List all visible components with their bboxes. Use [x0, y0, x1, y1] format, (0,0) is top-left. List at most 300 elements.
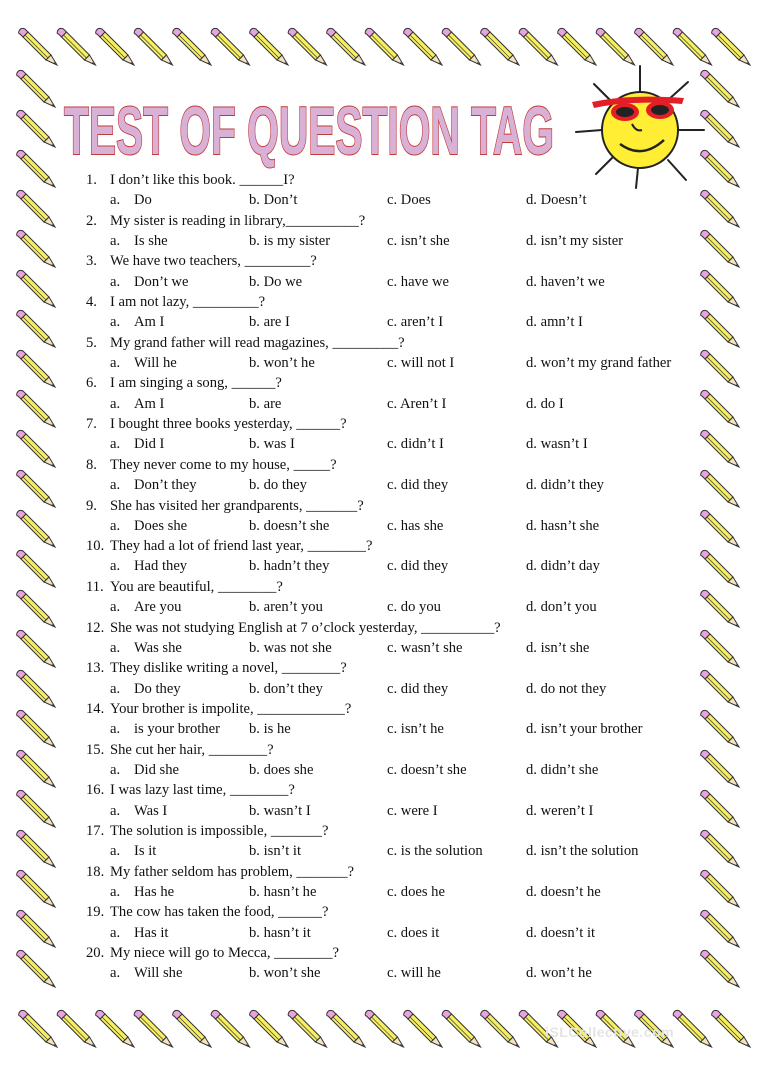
question-number: 5.	[86, 334, 97, 351]
question-text: I don’t like this book. ______I?	[110, 172, 295, 188]
option-a: a. Is it	[110, 843, 157, 860]
pencil-icon	[701, 750, 739, 787]
question-item	[86, 658, 696, 699]
option-b: b. aren’t you	[249, 599, 323, 616]
option-a: a. Am I	[110, 395, 165, 412]
pencil-icon	[701, 310, 739, 347]
option-b: b. are	[249, 395, 282, 412]
option-c: c. did they	[387, 477, 449, 494]
pencil-icon	[701, 430, 739, 467]
question-text: They dislike writing a novel, ________?	[110, 660, 347, 677]
option-c-text: doesn’t she	[400, 761, 467, 778]
option-a: a. Are you	[110, 599, 182, 616]
answer-options	[86, 719, 696, 739]
pencil-icon	[17, 430, 55, 467]
pencil-icon	[701, 470, 739, 507]
option-a-text: Had they	[134, 558, 188, 575]
option-d: d. doesn’t he	[526, 883, 601, 900]
pencil-icon	[673, 1010, 711, 1047]
pencil-icon	[701, 230, 739, 267]
option-b: b. won’t she	[249, 965, 321, 982]
option-a: a. Has it	[110, 924, 169, 941]
pencil-icon	[712, 28, 750, 65]
option-b-text: hasn’t he	[263, 883, 317, 900]
option-c: c. were I	[387, 802, 438, 819]
option-c: c. does he	[387, 883, 445, 900]
option-d-text: amn’t I	[540, 314, 583, 331]
option-d: d. won’t he	[526, 965, 592, 982]
pencil-icon	[481, 28, 519, 65]
title-banner	[60, 82, 580, 172]
option-c: c. didn’t I	[387, 436, 444, 453]
option-d-text: don’t you	[540, 599, 597, 616]
pencil-icon	[134, 1010, 172, 1047]
question-item	[86, 699, 696, 740]
option-d-text: didn’t she	[540, 761, 599, 778]
pencil-icon	[701, 390, 739, 427]
answer-options	[86, 760, 696, 780]
pencil-icon	[365, 28, 403, 65]
pencil-icon	[404, 1010, 442, 1047]
answer-options	[86, 190, 696, 210]
option-a: a. Don’t we	[110, 273, 189, 290]
question-number: 9.	[86, 497, 97, 514]
option-b-text: hadn’t they	[263, 558, 330, 575]
option-c-text: Aren’t I	[399, 395, 447, 412]
question-stem	[86, 902, 696, 922]
question-text: We have two teachers, _________?	[110, 253, 317, 270]
pencil-icon	[17, 790, 55, 827]
option-b-text: was not she	[263, 639, 332, 656]
option-c-text: didn’t I	[400, 436, 444, 453]
option-a-text: Will he	[134, 355, 177, 372]
option-d: d. doesn’t it	[526, 924, 596, 941]
question-text: My sister is reading in library,__________?	[110, 212, 366, 229]
option-b: b. wasn’t I	[249, 802, 311, 819]
option-a: a. Was I	[110, 802, 168, 819]
option-c-text: does he	[400, 883, 445, 900]
option-d: d. do not they	[526, 680, 607, 697]
option-a: a. Don’t they	[110, 477, 197, 494]
answer-options	[86, 516, 696, 536]
pencil-icon	[17, 230, 55, 267]
option-b-text: Don’t	[263, 192, 298, 209]
option-d: d. isn’t your brother	[526, 721, 643, 738]
option-d-text: weren’t I	[540, 802, 594, 819]
pencil-icon	[17, 70, 55, 107]
option-a-text: Am I	[134, 314, 165, 331]
option-b: b. isn’t it	[249, 843, 302, 860]
question-text: The cow has taken the food, ______?	[110, 904, 329, 921]
option-d-text: doesn’t he	[540, 883, 601, 900]
option-b-text: Do we	[263, 273, 303, 290]
answer-options	[86, 394, 696, 414]
answer-options	[86, 597, 696, 617]
pencil-icon	[173, 28, 211, 65]
question-text: My father seldom has problem, _______?	[110, 863, 354, 880]
option-d-text: do not they	[540, 680, 607, 697]
option-b-text: won’t he	[263, 355, 315, 372]
option-a-text: Do they	[134, 680, 181, 697]
pencil-icon	[701, 910, 739, 947]
question-stem	[86, 455, 696, 475]
answer-options	[86, 923, 696, 943]
option-a-text: Was she	[134, 639, 182, 656]
question-item	[86, 170, 696, 211]
option-a: a. Do they	[110, 680, 181, 697]
option-c: c. aren’t I	[387, 314, 444, 331]
option-b: b. Do we	[249, 273, 303, 290]
question-number: 8.	[86, 456, 97, 473]
option-c-text: Does	[400, 192, 431, 209]
option-c-text: did they	[400, 477, 449, 494]
option-c: c. is the solution	[387, 843, 483, 860]
answer-options	[86, 434, 696, 454]
option-c-text: do you	[400, 599, 441, 616]
pencil-icon	[211, 1010, 249, 1047]
question-stem	[86, 170, 696, 190]
option-b-text: does she	[263, 761, 314, 778]
answer-options	[86, 801, 696, 821]
option-d-text: haven’t we	[540, 273, 605, 290]
question-item	[86, 292, 696, 333]
question-number: 4.	[86, 294, 97, 311]
question-number: 12.	[86, 619, 105, 636]
answer-options	[86, 679, 696, 699]
question-item	[86, 414, 696, 455]
pencil-icon	[327, 1010, 365, 1047]
option-b: b. hasn’t he	[249, 883, 317, 900]
option-c: c. have we	[387, 273, 449, 290]
question-text: Your brother is impolite, ____________?	[110, 700, 352, 717]
option-d: d. isn’t my sister	[526, 232, 624, 249]
pencil-icon	[442, 28, 480, 65]
question-number: 3.	[86, 253, 97, 270]
answer-options	[86, 272, 696, 292]
option-c-text: does it	[400, 924, 440, 941]
answer-options	[86, 882, 696, 902]
option-d-text: isn’t my sister	[540, 232, 624, 249]
pencil-icon	[19, 1010, 57, 1047]
option-a: a. Am I	[110, 314, 165, 331]
option-a-text: Do	[134, 192, 152, 209]
option-d-text: doesn’t it	[540, 924, 596, 941]
question-item	[86, 251, 696, 292]
pencil-icon	[701, 350, 739, 387]
option-a: a. Does she	[110, 517, 188, 534]
option-b: b. was I	[249, 436, 295, 453]
pencil-icon	[712, 1010, 750, 1047]
pencil-icon	[701, 590, 739, 627]
option-d-text: isn’t she	[540, 639, 590, 656]
question-number: 20.	[86, 945, 105, 962]
question-number: 17.	[86, 823, 105, 839]
option-a-text: Does she	[134, 517, 188, 534]
question-item	[86, 536, 696, 577]
option-b: b. don’t they	[249, 680, 323, 697]
question-stem	[86, 577, 696, 597]
question-item	[86, 821, 696, 862]
question-number: 19.	[86, 904, 105, 921]
question-text: My grand father will read magazines, _________?	[110, 334, 405, 351]
question-stem	[86, 699, 696, 719]
question-item	[86, 373, 696, 414]
option-d: d. weren’t I	[526, 802, 594, 819]
option-c-text: isn’t he	[400, 721, 444, 738]
pencil-icon	[211, 28, 249, 65]
question-text: They had a lot of friend last year, ________?	[110, 538, 373, 555]
option-d: d. didn’t they	[526, 477, 604, 494]
pencil-icon	[17, 870, 55, 907]
question-list	[86, 170, 696, 984]
pencil-icon	[519, 28, 557, 65]
pencil-icon	[134, 28, 172, 65]
answer-options	[86, 231, 696, 251]
option-a-text: Don’t they	[134, 477, 197, 494]
option-a: a. Had they	[110, 558, 188, 575]
page-title: TEST OF QUESTION TAG	[64, 93, 554, 169]
option-a: a. Did she	[110, 761, 179, 778]
pencil-icon	[442, 1010, 480, 1047]
pencil-icon	[17, 350, 55, 387]
question-stem	[86, 740, 696, 760]
pencil-icon	[17, 150, 55, 187]
option-d: d. isn’t the solution	[526, 843, 639, 860]
pencil-icon	[17, 390, 55, 427]
option-a: a. is your brother	[110, 721, 220, 738]
pencil-icon	[701, 190, 739, 227]
option-b-text: aren’t you	[263, 599, 323, 616]
option-d: d. didn’t she	[526, 761, 599, 778]
option-c-text: have we	[400, 273, 449, 290]
pencil-icon	[17, 190, 55, 227]
question-stem	[86, 292, 696, 312]
option-d: d. amn’t I	[526, 314, 583, 331]
question-stem	[86, 414, 696, 434]
question-text: She was not studying English at 7 o’clock yesterday, __________?	[110, 619, 501, 636]
question-number: 16.	[86, 782, 105, 799]
pencil-icon	[327, 28, 365, 65]
question-text: The solution is impossible, _______?	[110, 823, 329, 839]
question-stem	[86, 821, 696, 841]
option-d-text: didn’t day	[540, 558, 600, 575]
question-item	[86, 902, 696, 943]
pencil-icon	[17, 630, 55, 667]
question-item	[86, 943, 696, 984]
option-b: b. Don’t	[249, 192, 298, 209]
option-a-text: Has he	[134, 883, 175, 900]
option-d-text: isn’t your brother	[540, 721, 643, 738]
option-a: a. Do	[110, 192, 152, 209]
pencil-icon	[17, 750, 55, 787]
option-c-text: is the solution	[400, 843, 483, 860]
option-a-text: Don’t we	[134, 273, 189, 290]
pencil-icon	[17, 550, 55, 587]
option-d-text: do I	[540, 395, 564, 412]
option-b: b. won’t he	[249, 355, 315, 372]
option-c: c. isn’t she	[387, 232, 450, 249]
pencil-icon	[701, 870, 739, 907]
option-b-text: is he	[263, 721, 291, 738]
option-c: c. doesn’t she	[387, 761, 467, 778]
question-stem	[86, 618, 696, 638]
option-c: c. does it	[387, 924, 440, 941]
answer-options	[86, 638, 696, 658]
pencil-icon	[17, 950, 55, 987]
pencil-icon	[701, 830, 739, 867]
pencil-icon	[17, 510, 55, 547]
question-item	[86, 333, 696, 374]
option-a: a. Did I	[110, 436, 165, 453]
option-d: d. won’t my grand father	[526, 355, 672, 372]
option-c-text: aren’t I	[400, 314, 444, 331]
pencil-icon	[17, 470, 55, 507]
answer-options	[86, 841, 696, 861]
pencil-icon	[701, 950, 739, 987]
option-c-text: were I	[400, 802, 438, 819]
question-number: 11.	[86, 578, 104, 595]
option-b-text: are	[263, 395, 282, 412]
pencil-icon	[173, 1010, 211, 1047]
question-text: My niece will go to Mecca, ________?	[110, 945, 339, 962]
option-c-text: did they	[400, 558, 449, 575]
pencil-icon	[701, 630, 739, 667]
question-item	[86, 740, 696, 781]
pencil-icon	[701, 550, 739, 587]
question-number: 18.	[86, 863, 105, 880]
pencil-icon	[365, 1010, 403, 1047]
question-stem	[86, 496, 696, 516]
question-number: 15.	[86, 741, 105, 758]
question-item	[86, 780, 696, 821]
option-a-text: Has it	[134, 924, 169, 941]
option-b-text: was I	[263, 436, 295, 453]
answer-options	[86, 963, 696, 983]
option-d: d. do I	[526, 395, 564, 412]
option-b-text: hasn’t it	[263, 924, 311, 941]
question-number: 6.	[86, 375, 97, 392]
question-number: 10.	[86, 538, 105, 555]
option-a: a. Is she	[110, 232, 168, 249]
option-b-text: doesn’t she	[263, 517, 330, 534]
option-d: d. wasn’t I	[526, 436, 588, 453]
question-text: You are beautiful, ________?	[110, 578, 283, 595]
question-stem	[86, 780, 696, 800]
option-d: d. haven’t we	[526, 273, 605, 290]
pencil-icon	[701, 510, 739, 547]
pencil-icon	[250, 1010, 288, 1047]
question-item	[86, 618, 696, 659]
question-text: I am not lazy, _________?	[110, 294, 266, 311]
option-c: c. did they	[387, 680, 449, 697]
option-a-text: Did I	[134, 436, 165, 453]
pencil-icon	[57, 1010, 95, 1047]
option-b-text: do they	[263, 477, 307, 494]
question-stem	[86, 536, 696, 556]
option-d-text: isn’t the solution	[540, 843, 639, 860]
option-b-text: isn’t it	[263, 843, 302, 860]
question-stem	[86, 251, 696, 271]
option-a: a. Was she	[110, 639, 182, 656]
option-d: d. hasn’t she	[526, 517, 600, 534]
question-text: She cut her hair, ________?	[110, 741, 274, 758]
answer-options	[86, 556, 696, 576]
option-c: c. Aren’t I	[387, 395, 447, 412]
option-b: b. is he	[249, 721, 291, 738]
option-a: a. Has he	[110, 883, 175, 900]
pencil-icon	[19, 28, 57, 65]
question-number: 1.	[86, 172, 97, 188]
option-c: c. did they	[387, 558, 449, 575]
question-stem	[86, 333, 696, 353]
option-b: b. does she	[249, 761, 314, 778]
option-b: b. do they	[249, 477, 307, 494]
option-d: d. Doesn’t	[526, 192, 587, 209]
answer-options	[86, 475, 696, 495]
option-b: b. was not she	[249, 639, 332, 656]
option-c: c. has she	[387, 517, 444, 534]
question-text: She has visited her grandparents, _______?	[110, 497, 364, 514]
pencil-icon	[701, 710, 739, 747]
option-b: b. hasn’t it	[249, 924, 311, 941]
option-c-text: has she	[400, 517, 444, 534]
option-c-text: isn’t she	[400, 232, 450, 249]
pencil-icon	[701, 790, 739, 827]
question-number: 13.	[86, 660, 105, 677]
option-b: b. hadn’t they	[249, 558, 330, 575]
option-c: c. do you	[387, 599, 441, 616]
pencil-icon	[701, 670, 739, 707]
option-b-text: is my sister	[263, 232, 331, 249]
pencil-icon	[17, 670, 55, 707]
pencil-icon	[481, 1010, 519, 1047]
option-b-text: wasn’t I	[263, 802, 311, 819]
option-a-text: is your brother	[134, 721, 220, 738]
option-c-text: will he	[400, 965, 441, 982]
question-stem	[86, 211, 696, 231]
pencil-icon	[17, 590, 55, 627]
pencil-icon	[250, 28, 288, 65]
pencil-icon	[96, 1010, 134, 1047]
option-b-text: don’t they	[263, 680, 323, 697]
option-b: b. are I	[249, 314, 290, 331]
option-d: d. isn’t she	[526, 639, 590, 656]
question-stem	[86, 943, 696, 963]
option-a-text: Did she	[134, 761, 179, 778]
question-item	[86, 211, 696, 252]
question-text: I was lazy last time, ________?	[110, 782, 295, 799]
option-c-text: did they	[400, 680, 449, 697]
answer-options	[86, 312, 696, 332]
answer-options	[86, 353, 696, 373]
option-c: c. Does	[387, 192, 431, 209]
pencil-icon	[701, 270, 739, 307]
option-a-text: Is she	[134, 232, 168, 249]
watermark: iSLCollective.com	[545, 1024, 675, 1040]
option-d-text: didn’t they	[540, 477, 604, 494]
pencil-icon	[17, 310, 55, 347]
option-b-text: are I	[263, 314, 290, 331]
option-a-text: Is it	[134, 843, 157, 860]
option-d-text: hasn’t she	[540, 517, 600, 534]
pencil-icon	[404, 28, 442, 65]
option-c: c. will not I	[387, 355, 455, 372]
pencil-icon	[17, 270, 55, 307]
option-d-text: won’t my grand father	[540, 355, 672, 372]
option-a: a. Will she	[110, 965, 183, 982]
question-text: They never come to my house, _____?	[110, 456, 337, 473]
option-b: b. is my sister	[249, 232, 331, 249]
